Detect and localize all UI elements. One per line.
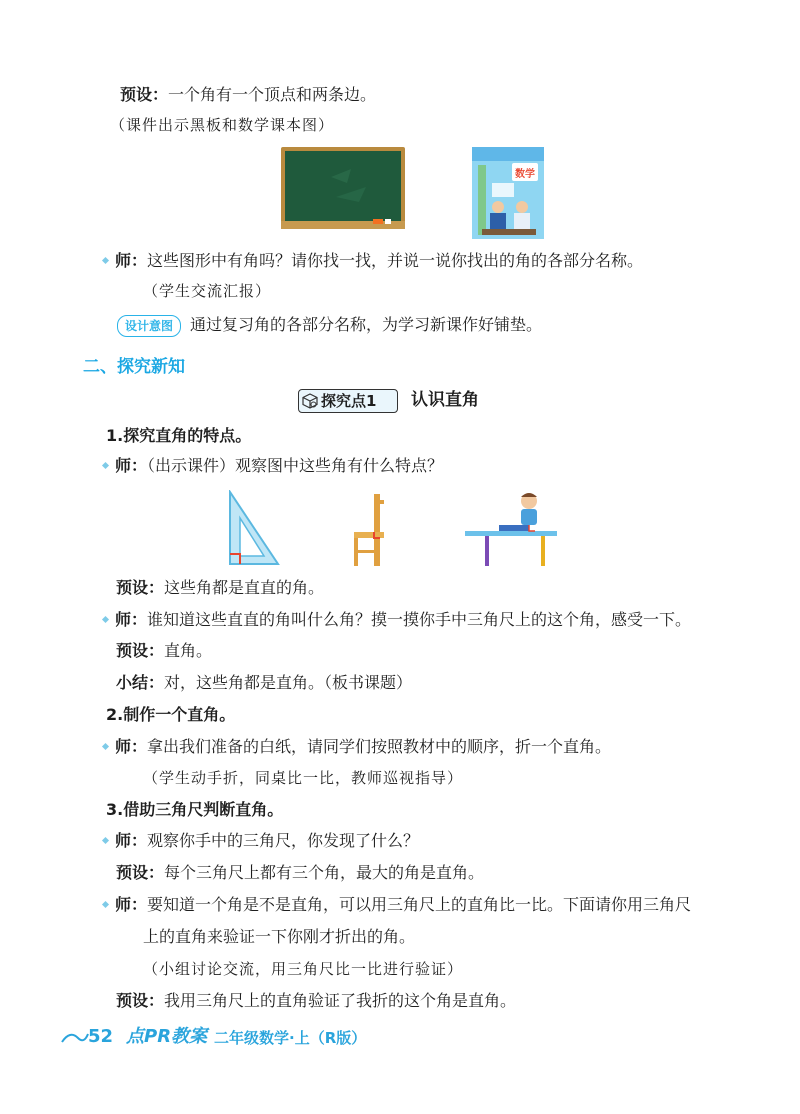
student-note-3: （小组讨论交流，用三角尺比一比进行验证） xyxy=(143,960,464,978)
book-title: 数学 xyxy=(515,169,535,180)
explore-point-label: 探究点1 xyxy=(321,392,377,410)
teacher-text: 要知道一个角是不是直角，可以用三角尺上的直角比一比。下面请你用三角尺 xyxy=(147,895,692,914)
preset-label: 预设： xyxy=(116,578,165,597)
bullet-diamond xyxy=(102,901,109,908)
preset-line-5 xyxy=(116,862,484,884)
preset-text: 我用三角尺上的直角验证了我折的这个角是直角。 xyxy=(164,991,517,1010)
cube-icon xyxy=(302,393,318,409)
preset-line-2 xyxy=(116,577,324,599)
teacher-text: 这些图形中有角吗？请你找一找，并说一说你找出的角的各部分名称。 xyxy=(147,251,644,270)
preset-label: 预设： xyxy=(116,641,165,660)
section-title: 二、探究新知 xyxy=(83,357,185,377)
summary-label: 小结： xyxy=(116,673,165,692)
preset-text: 每个三角尺上都有三个角，最大的角是直角。 xyxy=(164,863,485,882)
preset-label: 预设： xyxy=(120,85,169,104)
teacher-line-5 xyxy=(115,830,419,852)
teacher-line-4 xyxy=(115,736,611,758)
design-intent-text: 通过复习角的各部分名称，为学习新课作好铺垫。 xyxy=(190,315,543,334)
preset-label: 预设： xyxy=(116,991,165,1010)
bullet-diamond xyxy=(102,257,109,264)
bullet-diamond xyxy=(102,837,109,844)
teacher-line-6-continued: 上的直角来验证一下你刚才折出的角。 xyxy=(143,927,416,946)
blackboard-image xyxy=(281,147,405,229)
boy-sitting-image xyxy=(465,489,557,569)
teacher-text: （出示课件）观察图中这些角有什么特点？ xyxy=(147,456,444,475)
teacher-text: 观察你手中的三角尺，你发现了什么？ xyxy=(147,831,420,850)
teacher-line-3 xyxy=(115,609,691,631)
teacher-line-2 xyxy=(115,455,443,477)
teacher-label: 师： xyxy=(115,251,148,270)
footer-subtitle: 二年级数学·上（R版） xyxy=(214,1029,367,1047)
preset-text: 这些角都是直直的角。 xyxy=(164,578,325,597)
bullet-diamond xyxy=(102,462,109,469)
teacher-label: 师： xyxy=(115,610,148,629)
item-1-heading: 1.探究直角的特点。 xyxy=(106,426,252,445)
explore-title: 认识直角 xyxy=(411,390,479,410)
page-number: 52 xyxy=(88,1026,114,1047)
courseware-note: （课件出示黑板和数学课本图） xyxy=(110,116,335,134)
explore-point-badge xyxy=(298,389,398,413)
preset-line-1 xyxy=(120,84,376,106)
design-intent-badge: 设计意图 xyxy=(117,315,181,337)
teacher-label: 师： xyxy=(115,456,148,475)
teacher-label: 师： xyxy=(115,895,148,914)
footer-brand: 点PR教案 xyxy=(126,1026,208,1047)
bullet-diamond xyxy=(102,616,109,623)
teacher-label: 师： xyxy=(115,737,148,756)
math-textbook-image xyxy=(472,147,544,239)
item-2-heading: 2.制作一个直角。 xyxy=(106,705,236,724)
student-note-2: （学生动手折，同桌比一比，教师巡视指导） xyxy=(143,769,464,787)
preset-line-3 xyxy=(116,640,212,662)
wave-decoration-icon xyxy=(60,1026,90,1048)
preset-text: 直角。 xyxy=(164,641,213,660)
teacher-line-1 xyxy=(115,250,643,272)
summary-text: 对，这些角都是直角。（板书课题） xyxy=(164,673,413,692)
teacher-text: 谁知道这些直直的角叫什么角？摸一摸你手中三角尺上的这个角，感受一下。 xyxy=(147,610,692,629)
student-note-1: （学生交流汇报） xyxy=(143,282,272,300)
chair-image xyxy=(350,492,394,568)
teacher-line-6 xyxy=(115,894,691,916)
teacher-text: 拿出我们准备的白纸，请同学们按照教材中的顺序，折一个直角。 xyxy=(147,737,612,756)
bullet-diamond xyxy=(102,743,109,750)
preset-text: 一个角有一个顶点和两条边。 xyxy=(168,85,377,104)
preset-label: 预设： xyxy=(116,863,165,882)
preset-line-6 xyxy=(116,990,516,1012)
teacher-label: 师： xyxy=(115,831,148,850)
item-3-heading: 3.借助三角尺判断直角。 xyxy=(106,800,284,819)
summary-line xyxy=(116,672,412,694)
triangle-ruler-image xyxy=(228,490,282,568)
